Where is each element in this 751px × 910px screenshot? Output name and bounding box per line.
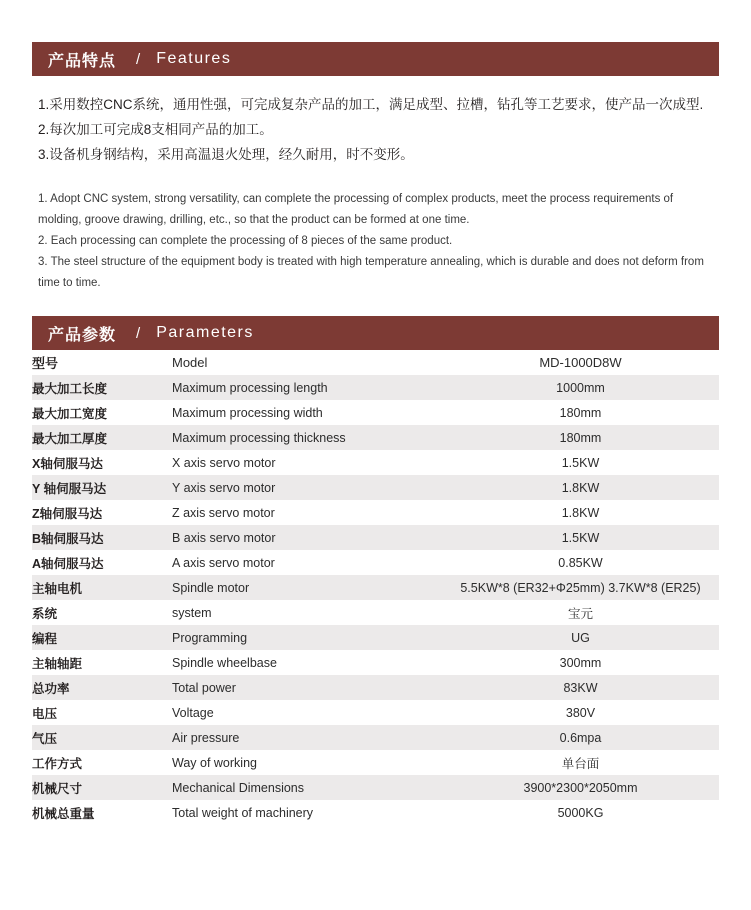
param-value: 1.5KW — [442, 525, 719, 550]
param-value: 宝元 — [567, 606, 593, 621]
feature-en-line: 3. The steel structure of the equipment body is treated with high temperature annealing, which is durable and does not deform from time to time. — [38, 256, 704, 289]
parameters-header-title-en: Parameters — [156, 324, 254, 341]
param-value: 380V — [565, 705, 596, 720]
table-row — [32, 575, 719, 600]
table-row — [32, 500, 719, 525]
param-name-cn: 机械尺寸 — [32, 775, 172, 800]
param-value: 5.5KW*8 (ER32+Φ25mm) 3.7KW*8 (ER25) — [442, 575, 719, 600]
param-name-cn: X轴伺服马达 — [32, 456, 103, 471]
param-name-en: Way of working — [172, 755, 257, 770]
param-name-cn: 最大加工长度 — [32, 375, 172, 400]
param-value: 5000KG — [557, 805, 604, 820]
param-name-cn: 系统 — [32, 606, 58, 621]
param-name-en: Programming — [172, 625, 442, 650]
param-value: UG — [442, 625, 719, 650]
table-row — [32, 675, 719, 700]
param-name-en: Maximum processing thickness — [172, 425, 442, 450]
param-value: 83KW — [442, 675, 719, 700]
param-name-en: Air pressure — [172, 725, 442, 750]
param-value: 1.8KW — [561, 505, 600, 520]
param-name-cn: 工作方式 — [32, 756, 83, 771]
feature-cn-line: 2.每次加工可完成8支相同产品的加工。 — [38, 122, 273, 137]
param-name-en: Voltage — [172, 705, 214, 720]
param-name-en: Maximum processing width — [172, 405, 323, 420]
param-value: 0.6mpa — [442, 725, 719, 750]
param-value: 单台面 — [561, 756, 600, 771]
parameters-section-header — [32, 316, 719, 350]
param-name-en: system — [172, 605, 212, 620]
param-name-cn: 电压 — [32, 706, 58, 721]
param-value: 0.85KW — [558, 555, 603, 570]
param-value: 1000mm — [442, 375, 719, 400]
features-chinese-text — [38, 92, 713, 167]
param-name-cn: 型号 — [32, 356, 59, 371]
table-row — [32, 625, 719, 650]
table-row — [32, 525, 719, 550]
table-row — [32, 750, 719, 775]
feature-cn-line: 3.设备机身钢结构，采用高温退火处理，经久耐用，时不变形。 — [38, 147, 414, 162]
param-name-cn: 气压 — [32, 725, 172, 750]
table-row — [32, 375, 719, 400]
param-name-cn: 最大加工宽度 — [32, 406, 108, 421]
param-name-en: Spindle motor — [172, 575, 442, 600]
param-value: 1.8KW — [442, 475, 719, 500]
table-row — [32, 650, 719, 675]
param-name-en: Model — [172, 355, 208, 370]
param-value: MD-1000D8W — [539, 355, 622, 370]
features-header-separator: / — [136, 50, 141, 68]
param-value: 180mm — [442, 425, 719, 450]
param-name-cn: 最大加工厚度 — [32, 425, 172, 450]
param-name-en: Z axis servo motor — [172, 505, 275, 520]
table-row — [32, 775, 719, 800]
features-english-text — [38, 189, 713, 294]
table-row — [32, 550, 719, 575]
features-section-header — [32, 42, 719, 76]
features-header-title-en: Features — [156, 50, 232, 67]
table-row — [32, 600, 719, 625]
param-name-en: B axis servo motor — [172, 525, 442, 550]
param-name-cn: Y 轴伺服马达 — [32, 475, 172, 500]
table-row — [32, 700, 719, 725]
table-row — [32, 450, 719, 475]
param-value: 1.5KW — [561, 455, 600, 470]
param-name-cn: 主轴轴距 — [32, 656, 83, 671]
param-name-cn: 总功率 — [32, 675, 172, 700]
param-value: 3900*2300*2050mm — [442, 775, 719, 800]
param-name-en: Y axis servo motor — [172, 475, 442, 500]
param-name-en: X axis servo motor — [172, 455, 276, 470]
param-name-cn: 主轴电机 — [32, 575, 172, 600]
param-name-cn: A轴伺服马达 — [32, 556, 104, 571]
table-row — [32, 350, 719, 375]
param-value: 300mm — [559, 655, 602, 670]
feature-cn-line: 1.采用数控CNC系统，通用性强，可完成复杂产品的加工，满足成型、拉槽，钻孔等工艺要求，使产品一次成型. — [38, 97, 704, 112]
param-name-cn: 机械总重量 — [32, 806, 95, 821]
param-name-cn: B轴伺服马达 — [32, 525, 172, 550]
parameters-table — [32, 350, 719, 825]
feature-en-line: 2. Each processing can complete the processing of 8 pieces of the same product. — [38, 235, 453, 247]
table-row — [32, 425, 719, 450]
parameters-header-title-cn: 产品参数 — [48, 326, 117, 344]
features-header-title-cn: 产品特点 — [48, 52, 117, 70]
param-name-en: Total weight of machinery — [172, 805, 314, 820]
table-row — [32, 725, 719, 750]
param-name-en: Maximum processing length — [172, 375, 442, 400]
param-name-cn: Z轴伺服马达 — [32, 506, 103, 521]
product-spec-page — [0, 42, 751, 910]
param-name-en: Mechanical Dimensions — [172, 775, 442, 800]
param-name-en: A axis servo motor — [172, 555, 275, 570]
table-row — [32, 400, 719, 425]
parameters-header-separator: / — [136, 324, 141, 342]
table-row — [32, 475, 719, 500]
param-name-cn: 编程 — [32, 625, 172, 650]
feature-en-line: 1. Adopt CNC system, strong versatility, can complete the processing of complex products, meet the process requirements of molding, groove drawing, drilling, etc., so that the product can be formed at one time. — [38, 193, 674, 226]
table-row — [32, 800, 719, 825]
param-name-en: Spindle wheelbase — [172, 655, 277, 670]
features-body — [32, 92, 719, 294]
param-name-en: Total power — [172, 675, 442, 700]
param-value: 180mm — [559, 405, 602, 420]
